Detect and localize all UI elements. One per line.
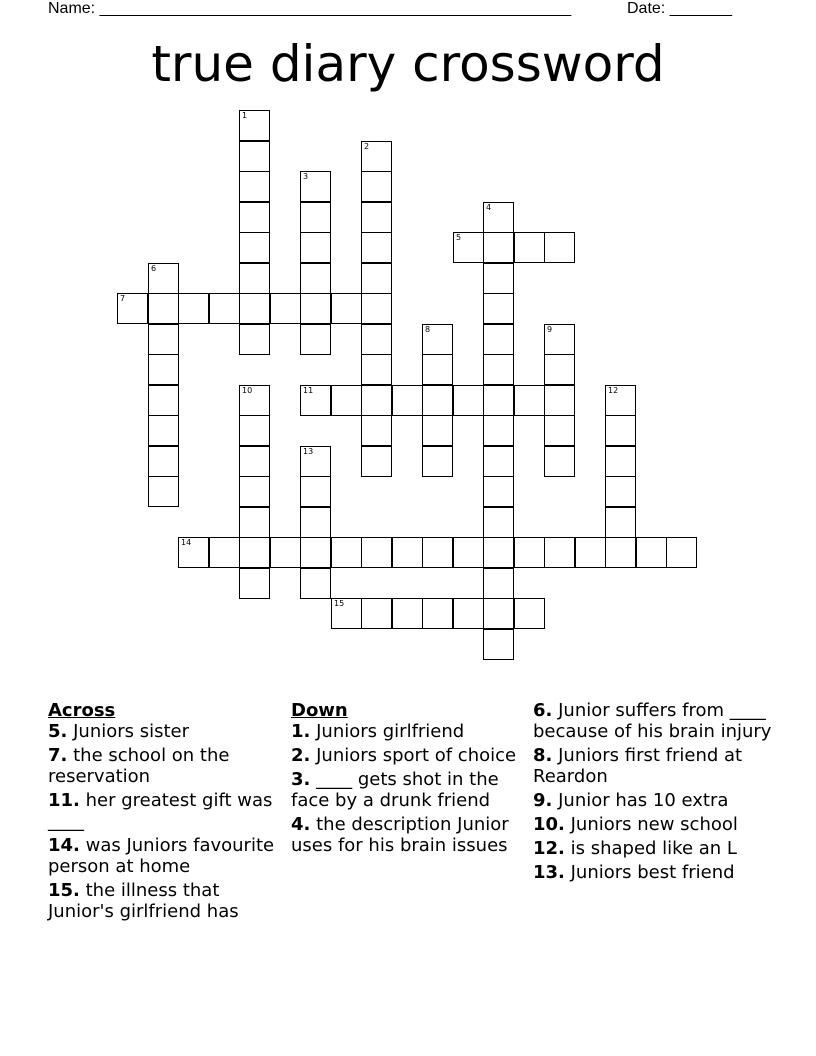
clue-item [533,790,773,811]
grid-cell[interactable] [361,202,392,233]
grid-cell[interactable] [422,446,453,477]
page-title: true diary crossword [151,35,665,93]
clue-item [48,790,280,832]
clue-number: 1 [242,111,248,120]
clue-item [291,814,523,856]
grid-cell[interactable] [392,385,423,416]
clue-number: 9 [547,325,553,334]
clue-text: ____ gets shot in the face by a drunk friend [291,769,499,811]
grid-cell[interactable] [361,415,392,446]
grid-cell[interactable] [331,293,362,324]
grid-cell[interactable] [148,263,179,294]
grid-cell[interactable] [178,537,209,568]
grid-cell[interactable] [422,385,453,416]
grid-cell[interactable] [544,324,575,355]
grid-cell[interactable] [514,537,545,568]
grid-cell[interactable] [239,263,270,294]
grid-cell[interactable] [483,446,514,477]
grid-cell[interactable] [300,507,331,538]
grid-cell[interactable] [239,507,270,538]
grid-cell[interactable] [514,232,545,263]
clue-number: 9. [533,790,553,811]
grid-cell[interactable] [483,385,514,416]
grid-cell[interactable] [209,537,240,568]
clue-text: the description Junior uses for his brain issues [291,814,509,856]
clue-number: 13. [533,862,565,883]
clue-number: 4 [486,203,492,212]
name-blank: _____________________________________________________ [99,0,572,17]
clue-text: Juniors new school [564,814,738,835]
grid-cell[interactable] [483,354,514,385]
grid-cell[interactable] [361,141,392,172]
grid-cell[interactable] [239,171,270,202]
grid-cell[interactable] [361,324,392,355]
grid-cell[interactable] [544,385,575,416]
grid-cell[interactable] [422,324,453,355]
grid-cell[interactable] [361,537,392,568]
clue-item [533,862,773,883]
grid-cell[interactable] [331,537,362,568]
grid-cell[interactable] [239,568,270,599]
grid-cell[interactable] [239,110,270,141]
clue-number: 15 [334,599,345,608]
grid-cell[interactable] [483,598,514,629]
grid-cell[interactable] [483,568,514,599]
grid-cell[interactable] [148,415,179,446]
grid-cell[interactable] [392,537,423,568]
grid-cell[interactable] [239,232,270,263]
grid-cell[interactable] [300,293,331,324]
grid-cell[interactable] [361,354,392,385]
clue-number: 14. [48,835,80,856]
grid-cell[interactable] [148,476,179,507]
clue-number: 7 [120,294,126,303]
grid-cell[interactable] [148,385,179,416]
grid-cell[interactable] [148,293,179,324]
grid-cell[interactable] [239,141,270,172]
clue-number: 2 [364,142,370,151]
grid-cell[interactable] [239,476,270,507]
clue-number: 5 [456,233,462,242]
grid-cell[interactable] [361,293,392,324]
clue-number: 4. [291,814,311,835]
grid-cell[interactable] [483,415,514,446]
grid-cell[interactable] [666,537,697,568]
clue-number: 3. [291,769,311,790]
down-clues-continued [533,700,773,886]
clue-number: 8 [425,325,431,334]
clue-number: 10 [242,386,253,395]
clue-number: 6 [151,264,157,273]
clue-number: 15. [48,880,80,901]
grid-cell[interactable] [117,293,148,324]
clue-text: Juniors sport of choice [310,745,517,766]
grid-cell[interactable] [300,385,331,416]
clue-text: Juniors girlfriend [310,721,465,742]
clue-number: 14 [181,538,192,547]
grid-cell[interactable] [300,171,331,202]
grid-cell[interactable] [331,385,362,416]
clue-number: 3 [303,172,309,181]
clue-number: 1. [291,721,311,742]
clue-item [533,814,773,835]
grid-cell[interactable] [361,385,392,416]
clue-item [48,835,280,877]
date-label: Date: [627,0,666,17]
grid-cell[interactable] [483,507,514,538]
grid-cell[interactable] [178,293,209,324]
grid-cell[interactable] [605,476,636,507]
date-blank: _______ [669,0,732,17]
grid-cell[interactable] [361,446,392,477]
grid-cell[interactable] [300,202,331,233]
clue-text: the illness that Junior's girlfriend has [48,880,239,922]
grid-cell[interactable] [239,446,270,477]
grid-cell[interactable] [300,446,331,477]
clue-number: 6. [533,700,553,721]
grid-cell[interactable] [239,415,270,446]
grid-cell[interactable] [483,324,514,355]
grid-cell[interactable] [392,598,423,629]
clue-text: Juniors best friend [564,862,735,883]
clue-number: 8. [533,745,553,766]
down-heading: Down [291,700,348,721]
grid-cell[interactable] [544,415,575,446]
grid-cell[interactable] [239,385,270,416]
clue-text: her greatest gift was ____ [48,790,273,832]
clue-number: 2. [291,745,311,766]
grid-cell[interactable] [605,537,636,568]
across-clues [48,700,280,925]
clue-text: Junior suffers from ____ because of his brain injury [533,700,772,742]
grid-cell[interactable] [605,415,636,446]
grid-cell[interactable] [422,598,453,629]
grid-cell[interactable] [300,476,331,507]
clue-text: Juniors sister [67,721,190,742]
clue-text: Junior has 10 extra [552,790,729,811]
grid-cell[interactable] [483,629,514,660]
clue-text: was Juniors favourite person at home [48,835,275,877]
grid-cell[interactable] [148,446,179,477]
clue-item [48,745,280,787]
clue-item [291,721,523,742]
grid-cell[interactable] [483,293,514,324]
grid-cell[interactable] [453,385,484,416]
clue-item [48,721,280,742]
grid-cell[interactable] [239,537,270,568]
grid-cell[interactable] [422,415,453,446]
grid-cell[interactable] [483,263,514,294]
grid-cell[interactable] [361,598,392,629]
grid-cell[interactable] [544,232,575,263]
clue-text: is shaped like an L [564,838,737,859]
clue-item [291,745,523,766]
grid-cell[interactable] [361,171,392,202]
grid-cell[interactable] [544,537,575,568]
grid-cell[interactable] [209,293,240,324]
grid-cell[interactable] [300,263,331,294]
clue-number: 7. [48,745,68,766]
grid-cell[interactable] [483,476,514,507]
grid-cell[interactable] [453,232,484,263]
grid-cell[interactable] [270,293,301,324]
name-label: Name: [48,0,96,17]
grid-cell[interactable] [300,568,331,599]
grid-cell[interactable] [483,202,514,233]
clue-number: 13 [303,447,314,456]
grid-cell[interactable] [453,598,484,629]
down-clues [291,700,523,859]
across-heading: Across [48,700,116,721]
clue-item [291,769,523,811]
grid-cell[interactable] [514,385,545,416]
clue-number: 12. [533,838,565,859]
grid-cell[interactable] [605,385,636,416]
clue-item [533,745,773,787]
grid-cell[interactable] [575,537,606,568]
grid-cell[interactable] [239,324,270,355]
grid-cell[interactable] [605,507,636,538]
grid-cell[interactable] [361,232,392,263]
grid-cell[interactable] [636,537,667,568]
grid-cell[interactable] [331,598,362,629]
grid-cell[interactable] [422,354,453,385]
clue-item [533,838,773,859]
grid-cell[interactable] [361,263,392,294]
grid-cell[interactable] [239,293,270,324]
clue-item [48,880,280,922]
grid-cell[interactable] [453,537,484,568]
clue-number: 11 [303,386,314,395]
grid-cell[interactable] [483,537,514,568]
clue-text: Juniors first friend at Reardon [533,745,743,787]
grid-cell[interactable] [544,446,575,477]
clue-item [533,700,773,742]
grid-cell[interactable] [422,537,453,568]
grid-cell[interactable] [514,598,545,629]
clue-text: the school on the reservation [48,745,230,787]
grid-cell[interactable] [300,324,331,355]
grid-cell[interactable] [148,354,179,385]
clue-number: 10. [533,814,565,835]
grid-cell[interactable] [148,324,179,355]
clue-number: 12 [608,386,619,395]
clue-number: 11. [48,790,80,811]
grid-cell[interactable] [605,446,636,477]
grid-cell[interactable] [300,537,331,568]
grid-cell[interactable] [483,232,514,263]
clue-number: 5. [48,721,68,742]
grid-cell[interactable] [239,202,270,233]
grid-cell[interactable] [544,354,575,385]
grid-cell[interactable] [300,232,331,263]
grid-cell[interactable] [270,537,301,568]
